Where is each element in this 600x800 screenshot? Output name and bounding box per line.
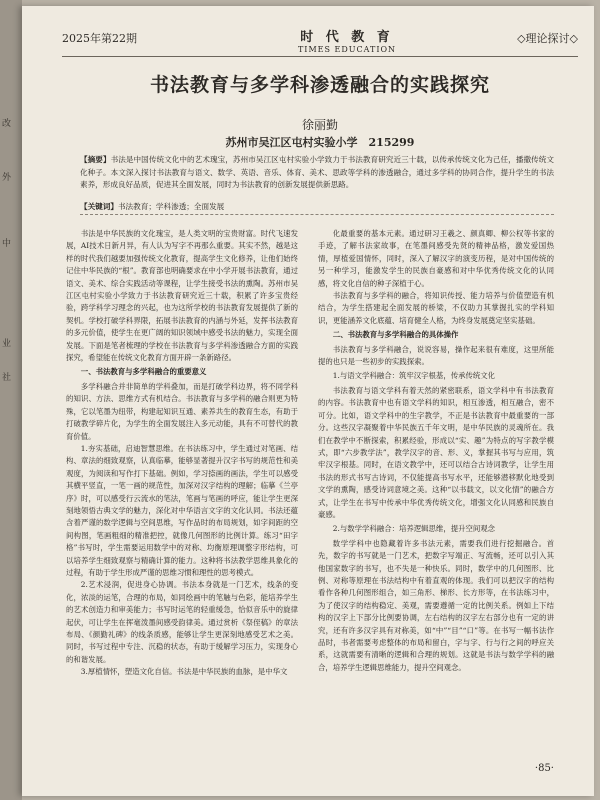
- body-paragraph: 书法教育与多学科的融合，将知识传授、能力培养与价值塑造有机结合，为学生搭建起全面发展的桥梁，不仅助力其掌握扎实的学科知识，更能涵养文化底蕴、培育健全人格，为终身发展奠定坚实基础。: [318, 291, 554, 325]
- keywords-text: 书法教育；学科渗透；全面发展: [117, 202, 225, 211]
- body-column-right: [318, 228, 554, 756]
- abstract-label: 【摘要】: [80, 155, 111, 164]
- body-column-left: [66, 228, 298, 756]
- edge-char: 中: [2, 239, 12, 249]
- body-paragraph: 数学学科中也隐藏着许多书法元素，需要我们进行挖掘融合。首先，数字的书写就是一门艺术，把数字写端正、写流畅，还可以引入其他国家数字的书写，也不失是一种快乐。同时，数学中的几何图形、比例、对称等原理在书法结构中有着直观的体现。我们可以把汉字的结构看作各种几何图形组合，如三角形、梯形、长方形等，在书法练习中，为了使汉字的结构稳定、美观，需要遵循一定的比例关系。例如上下结构的汉字上下部分比例要协调，左右结构的汉字左右部分也有一定的讲究，还有许多汉字具有对称美，如“中”“目”“口”等。在书写一幅书法作品时，书者需要考虑整体的布局和留白，字与字、行与行之间的呼应关系，这就需要有清晰的逻辑和合理的规划。这就是书法与数学学科的融合，培养学生逻辑思维能力，提升空间观念。: [318, 538, 554, 672]
- journal-name-cn: 时 代 教 育: [300, 30, 394, 45]
- abstract-text: 书法是中国传统文化中的艺术瑰宝，苏州市吴江区屯村实验小学致力于书法教育研究近三十载，以传承传统文化为己任，播撒传统文化种子。本文深入探讨书法教育与语文、数学、英语、音乐、体育、美术、思政等学科的渗透融合，通过多学科的协同合作，提升学生的书法素养，形成良好品质，促进其全面发展，同时为书法教育的创新发展提供新思路。: [80, 155, 555, 189]
- section-heading: 1.与语文学科融合：筑牢汉字根基，传承传统文化: [332, 371, 496, 381]
- keywords-label: 【关键词】: [80, 202, 118, 211]
- section-heading: 二、书法教育与多学科融合的具体操作: [332, 330, 459, 340]
- running-header: [62, 24, 578, 60]
- journal-name-en: TIMES EDUCATION: [297, 45, 397, 54]
- body-paragraph: 1.夯实基础，启迪智慧思维。在书法练习中，学生通过对笔画、结构、章法的细致观察，认真临摹，能够显著提升汉字书写的规范性和美观度，为阅读和写作打下基础。例如，学习捺画的画法，学生可以感受其横平竖直，一笔一画的规范性，加深对汉字结构的理解；临摹《兰亭序》时，可以感受行云流水的笔法，笔画与笔画的呼应，能让学生更深刻地领悟古典文学的魅力，深化对中华语言文字的文化认同。书法还蕴含着严谨的数学逻辑与空间思维，写作品时的布局规划，如字间距的空间构图，笔画粗细的精准把控，就像几何图形的比例计算。练习“田字格”书写时，学生需要运用数学中的对称、均衡原理调整字形结构，可以培养学生细致观察与精确计算的能力。这种将书法教学思维具象化的过程，有助于学生形成严谨的思维习惯和理性的思考模式。: [66, 443, 298, 577]
- keywords: [80, 201, 554, 212]
- section-tag: ◇理论探讨◇: [517, 32, 578, 45]
- article-title: 书法教育与多学科渗透融合的实践探究: [149, 74, 490, 96]
- body-paragraph: 2.艺术浸润，促进身心协调。书法本身就是一门艺术，线条的变化，浓淡的运笔，合理的布局，如同绘画中的笔触与色彩，能培养学生的艺术创造力和审美能力；书写时运笔的轻重缓急，恰似音乐中的旋律起伏，可让学生在挥毫泼墨间感受韵律美。通过赏析《祭侄稿》的章法布局、《颜勤礼碑》的线条质感，能够让学生更深刻地感受艺术之美。同时，书写过程中专注、沉稳的状态，有助于缓解学习压力，实现身心的和谐发展。: [66, 580, 298, 664]
- edge-char: 外: [2, 173, 12, 183]
- journal-page: [22, 6, 594, 796]
- edge-char: 改: [2, 119, 12, 129]
- body-paragraph: 3.厚植情怀，塑造文化自信。书法是中华民族的血脉，是中华文: [80, 667, 288, 677]
- body-paragraph: 化最重要的基本元素。通过研习王羲之、颜真卿、柳公权等书家的手迹，了解书法家故事，在笔墨间感受先贤的精神品格，激发爱国热情，厚植爱国情怀，同时，深入了解汉字的演变历程，是对中国传统的另一种学习，能激发学生的民族自豪感和对中华优秀传统文化的认同感，将文化自信的种子深植于心。: [318, 229, 554, 288]
- journal-masthead: [272, 26, 422, 54]
- abstract-divider: [80, 214, 554, 215]
- page-number: ·85·: [534, 763, 554, 774]
- body-paragraph: 书法教育与多学科融合，说说容易，操作起来很有难度，这里所能提的也只是一些初步的实践探索。: [318, 344, 554, 367]
- body-paragraph: 书法教育与语文学科有着天然的紧密联系，语文学科中有书法教育的内容。书法教育中也有语文学科的知识，相互渗透，相互融合，密不可分。比如，语文学科中的生字教学，不正是书法教育中最重要的一部分。这些汉字凝聚着中华民族五千年文明，是中华民族的灵魂所在。我们在教学中不断探索，积累经验，形成以“实、趣”为特点的写字教学模式，即“六步教学法”，教学汉字的音、形、义，掌握其书写与应用，筑牢汉字根基。同时，在语文教学中，还可以结合古诗词教学，让学生用书法的形式书写古诗词，不仅能提高书写水平，还能够潜移默化地受到文学的熏陶，感受诗词意境之美。这种“以书载文，以文化情”的融合方式，让学生在书写中传承中华优秀传统文化，增强文化认同感和民族自豪感。: [318, 385, 554, 519]
- body-paragraph: 多学科融合并非简单的学科叠加，而是打破学科边界，将不同学科的知识、方法、思维方式有机结合。书法教育与多学科的融合则更为特殊，它以笔墨为纽带，构建起知识互通、素养共生的教育生态，有助于打破教学碎片化，为学生的全面发展注入多元动能，具有不可替代的教育价值。: [66, 381, 298, 441]
- header-divider: [62, 56, 578, 57]
- edge-char: 社: [2, 373, 12, 383]
- author-name: 徐丽勤: [301, 118, 338, 132]
- issue-number: 2025年第22期: [62, 32, 137, 45]
- author-affiliation: 苏州市吴江区屯村实验小学 215299: [225, 136, 415, 149]
- edge-char: 业: [2, 339, 12, 349]
- section-heading: 2.与数学学科融合：培养逻辑思维，提升空间观念: [332, 524, 496, 534]
- abstract: [80, 154, 554, 192]
- adjacent-page-edge: [0, 0, 22, 800]
- section-heading: 一、书法教育与多学科融合的重要意义: [80, 367, 207, 377]
- body-paragraph: 书法是中华民族的文化瑰宝，是人类文明的宝贵财富。时代飞速发展，AI技术日新月异，有人认为写字不再那么重要。其实不然，越是这样的时代我们越要加强传统文化教育，提高学生文化修养，让他们始终记住中华民族的“根”。教育部也明确要求在中小学开展书法教育，通过语文、美术、综合实践活动等课程，让学生接受书法的熏陶。苏州市吴江区屯村实验小学致力于书法教育研究近三十载，积累了许多宝贵经验，跨学科学习理念的兴起，也为这所学校的书法教育发展提供了新的契机。学校打破学科界限，拓展书法教育的内涵与外延，发挥书法教育的多元价值，使学生在更广阔的知识领域中感受书法的魅力，实现全面发展。下面是笔者梳理的学校在书法教育与多学科渗透融合方面的实践探究，希望能在传统文化教育方面开辟一条新路径。: [66, 229, 298, 363]
